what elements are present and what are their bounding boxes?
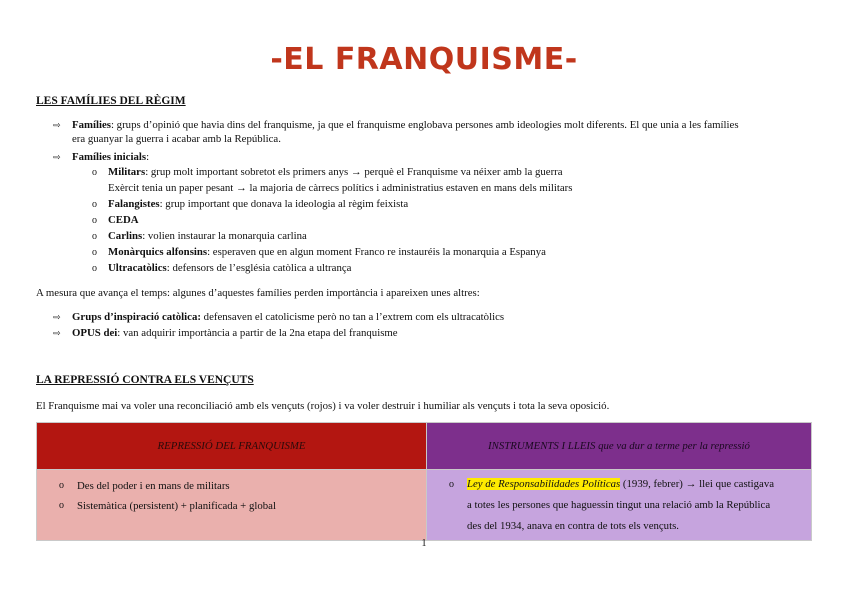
repression-cell: [37, 470, 427, 541]
circle-bullet-icon: o: [449, 479, 454, 490]
family-text: : esperaven que en algun moment Franco re instauréis la monarquia a Espanya: [207, 246, 546, 258]
family-text: defensaven el catolicisme però no tan a l’extrem com els ultracatòlics: [200, 311, 505, 323]
law-text: des del 1934, anava en contra de tots els vençuts.: [467, 520, 679, 532]
term-initial-families: Famílies inicials: [72, 151, 147, 163]
instruments-cell: [427, 470, 812, 541]
families-text: : grups d’opinió que havia dins del franquisme, ja que el franquisme englobava persones amb ideologies molt diferents. El que unia a les famílies: [110, 119, 739, 131]
circle-bullet-icon: o: [92, 167, 97, 178]
list-item: [37, 496, 426, 516]
family-text: : van adquirir importància a partir de la 2na etapa del franquisme: [117, 327, 398, 339]
arrow-bullet-icon: ⇨: [53, 153, 61, 163]
list-item: [427, 474, 811, 537]
family-text: : volien instaurar la monarquia carlina: [142, 230, 307, 242]
table-header-instruments: INSTRUMENTS I LLEIS que va dur a terme per la repressió: [427, 423, 812, 470]
list-item: [37, 476, 426, 496]
family-item-carlins: [108, 229, 307, 243]
repression-paragraph: El Franquisme mai va voler una reconciliació amb els vençuts (rojos) i va voler destruir i humiliar als vençuts i tota la seva oposició.: [36, 400, 610, 412]
section-heading-repression: LA REPRESSIÓ CONTRA ELS VENÇUTS: [36, 374, 254, 386]
family-term: Grups d’inspiració catòlica:: [72, 311, 201, 323]
colon: :: [146, 151, 150, 163]
family-item-militars-cont: Exèrcit tenia un paper pesant → la majoria de càrrecs polítics i administratius estaven en mans dels militars: [108, 182, 573, 194]
family-item-militars: [108, 165, 563, 179]
family-term: Monàrquics alfonsins: [108, 246, 208, 258]
family-term: Militars: [108, 166, 146, 178]
term-families: Famílies: [72, 119, 111, 131]
family-term: Carlins: [108, 230, 143, 242]
later-family-opus: [72, 326, 398, 340]
circle-bullet-icon: o: [92, 263, 97, 274]
family-item-falangistes: [108, 197, 408, 211]
family-term: CEDA: [108, 214, 139, 226]
section-heading-families: LES FAMÍLIES DEL RÈGIM: [36, 95, 186, 107]
circle-bullet-icon: o: [92, 215, 97, 226]
initial-families-label: [72, 150, 149, 164]
evolution-paragraph: A mesura que avança el temps: algunes d’aquestes famílies perden importància i apareixen unes altres:: [36, 287, 480, 299]
table-header-row: [37, 423, 812, 470]
repression-item-text: Sistemàtica (persistent) + planificada + global: [77, 500, 276, 512]
page-number: 1: [421, 538, 427, 549]
repression-table: [36, 422, 812, 541]
table-header-repression: REPRESSIÓ DEL FRANQUISME: [37, 423, 427, 470]
family-term: Ultracatòlics: [108, 262, 167, 274]
repression-item-text: Des del poder i en mans de militars: [77, 480, 230, 492]
family-text: : defensors de l’església catòlica a ultrança: [166, 262, 352, 274]
circle-bullet-icon: o: [59, 480, 64, 491]
table-row: [37, 470, 812, 541]
circle-bullet-icon: o: [92, 231, 97, 242]
family-item-ultracatolics: [108, 261, 351, 275]
arrow-bullet-icon: ⇨: [53, 329, 61, 339]
circle-bullet-icon: o: [92, 247, 97, 258]
arrow-bullet-icon: ⇨: [53, 313, 61, 323]
law-text: a totes les persones que haguessin tingut una relació amb la República: [467, 499, 771, 511]
family-term: Falangistes: [108, 198, 160, 210]
family-item-ceda: [108, 213, 139, 227]
law-name-highlight: Ley de Responsabilidades Políticas: [467, 478, 621, 490]
law-text: (1939, febrer) → llei que castigava: [620, 478, 775, 490]
circle-bullet-icon: o: [92, 199, 97, 210]
later-family-catholic: [72, 310, 504, 324]
family-term: OPUS dei: [72, 327, 118, 339]
page-title: -EL FRANQUISME-: [270, 42, 578, 77]
family-item-monarquics: [108, 245, 546, 259]
family-text: : grup molt important sobretot els primers anys → perquè el Franquisme va néixer amb la guerra: [145, 166, 563, 178]
family-text: : grup important que donava la ideologia al règim feixista: [159, 198, 409, 210]
arrow-bullet-icon: ⇨: [53, 121, 61, 131]
families-definition-cont: era guanyar la guerra i acabar amb la República.: [72, 133, 281, 145]
circle-bullet-icon: o: [59, 500, 64, 511]
families-definition: [72, 118, 739, 132]
